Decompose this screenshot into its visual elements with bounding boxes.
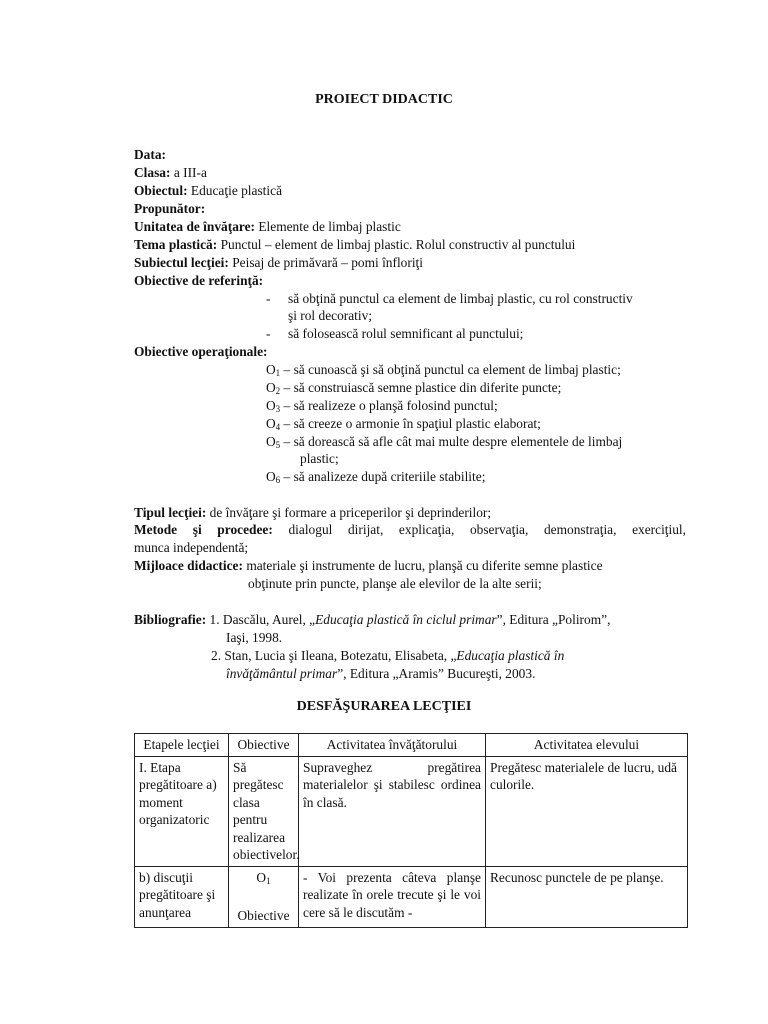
table-row: [135, 866, 688, 927]
obiective-referinta-label: Obiective de referinţă:: [134, 273, 264, 288]
mijloace-cont: obţinute prin puncte, planşe ale elevilor de la alte serii;: [248, 576, 542, 591]
clasa-value: a III-a: [173, 165, 207, 180]
op-objective-item: $O_6$ – să analizeze după criteriile stabilite;: [266, 469, 486, 485]
clasa-label: Clasa:: [134, 165, 171, 180]
table-cell: I. Etapa pregătitoare a) moment organizatoric: [135, 756, 229, 866]
table-cell: Pregătesc materialele de lucru, udă culorile.: [486, 756, 688, 866]
table-cell: - Voi prezenta câteva planşe realizate în orele trecute şi le voi cere să le discutăm -: [299, 866, 486, 927]
bibliografie-label: Bibliografie:: [134, 612, 207, 627]
tipul-label: Tipul lecţiei:: [134, 505, 207, 520]
unitatea-label: Unitatea de învăţare:: [134, 219, 255, 234]
table-cell: Recunosc punctele de pe planşe.: [486, 866, 688, 927]
tipul-line: [134, 504, 491, 521]
table-cell: $O_1$ Obiective: [229, 866, 299, 927]
tipul-value: de învăţare şi formare a priceperilor şi deprinderilor;: [209, 505, 492, 520]
metode-value: dialogul dirijat, explicaţia, observaţia, demonstraţia, exerciţiul,: [288, 522, 686, 537]
metode-label: Metode şi procedee:: [134, 522, 273, 537]
table-header: Activitatea elevului: [486, 734, 688, 757]
data-label: Data:: [134, 147, 166, 162]
table-header: Etapele lecţiei: [135, 734, 229, 757]
table-header-row: [135, 734, 688, 757]
op-objective-item: $O_3$ – să realizeze o planşă folosind punctul;: [266, 398, 498, 414]
tema-label: Tema plastică:: [134, 237, 218, 252]
table-row: [135, 756, 688, 866]
table-header: Obiective: [229, 734, 299, 757]
document-title: PROIECT DIDACTIC: [315, 92, 453, 107]
obiectul-value: Educaţie plastică: [190, 183, 283, 198]
book-title: Educaţia plastică în ciclul primar: [315, 612, 497, 627]
obiective-operationale-label: Obiective operaţionale:: [134, 344, 268, 359]
lesson-table: [134, 733, 688, 928]
obiectul-line: [134, 182, 282, 199]
table-cell: Să pregătesc clasa pentru realizarea obiectivelor.: [229, 756, 299, 866]
bibliografie-line: Bibliografie: 1. Dascălu, Aurel, „Educaţia plastică în ciclul primar”, Editura „Polirom”,: [134, 612, 611, 627]
propunator-label: Propunător:: [134, 201, 206, 216]
metode-cont: munca independentă;: [134, 540, 249, 555]
table-cell: Supraveghez pregătirea materialelor şi stabilesc ordinea în clasă.: [299, 756, 486, 866]
ref-objective-bullet: -: [266, 291, 271, 306]
metode-line: [134, 521, 686, 538]
op-objective-item: $O_1$ – să cunoască şi să obţină punctul ca element de limbaj plastic;: [266, 362, 621, 378]
mijloace-value: materiale şi instrumente de lucru, planşă cu diferite semne plastice: [246, 558, 603, 573]
op-objective-item-cont: plastic;: [300, 451, 339, 466]
op-objective-item: $O_4$ – să creeze o armonie în spaţiul plastic elaborat;: [266, 416, 541, 432]
subiectul-value: Peisaj de primăvară – pomi înfloriţi: [232, 255, 423, 270]
bibliografie-item1-cont: Iaşi, 1998.: [226, 630, 283, 645]
unitatea-line: [134, 218, 401, 235]
book-title: Educaţia plastică în: [456, 648, 565, 663]
obiectul-label: Obiectul:: [134, 183, 188, 198]
clasa-line: [134, 164, 207, 181]
tema-value: Punctul – element de limbaj plastic. Rolul constructiv al punctului: [220, 237, 576, 252]
mijloace-line: [134, 557, 603, 574]
table-cell: b) discuţii pregătitoare şi anunţarea: [135, 866, 229, 927]
ref-objective-bullet: -: [266, 326, 271, 341]
ref-objective-item: să folosească rolul semnificant al punctului;: [288, 326, 524, 341]
subiectul-line: [134, 254, 423, 271]
bibliografie-item2-cont: învăţământul primar”, Editura „Aramis” Bucureşti, 2003.: [226, 666, 536, 681]
lesson-heading: DESFĂŞURAREA LECŢIEI: [296, 699, 472, 714]
subiectul-label: Subiectul lecţiei:: [134, 255, 229, 270]
book-title-cont: învăţământul primar: [226, 666, 338, 681]
ref-objective-item: să obţină punctul ca element de limbaj plastic, cu rol constructiv: [288, 291, 633, 306]
ref-objective-item-cont: şi rol decorativ;: [288, 308, 373, 323]
mijloace-label: Mijloace didactice:: [134, 558, 243, 573]
op-objective-item: $O_5$ – să dorească să afle cât mai multe despre elementele de limbaj: [266, 434, 623, 450]
table-header: Activitatea învăţătorului: [299, 734, 486, 757]
tema-line: [134, 236, 575, 253]
op-objective-item: $O_2$ – să construiască semne plastice din diferite puncte;: [266, 380, 562, 396]
bibliografie-item2: 2. Stan, Lucia şi Ileana, Botezatu, Elisabeta, „Educaţia plastică în: [211, 648, 565, 663]
unitatea-value: Elemente de limbaj plastic: [258, 219, 401, 234]
